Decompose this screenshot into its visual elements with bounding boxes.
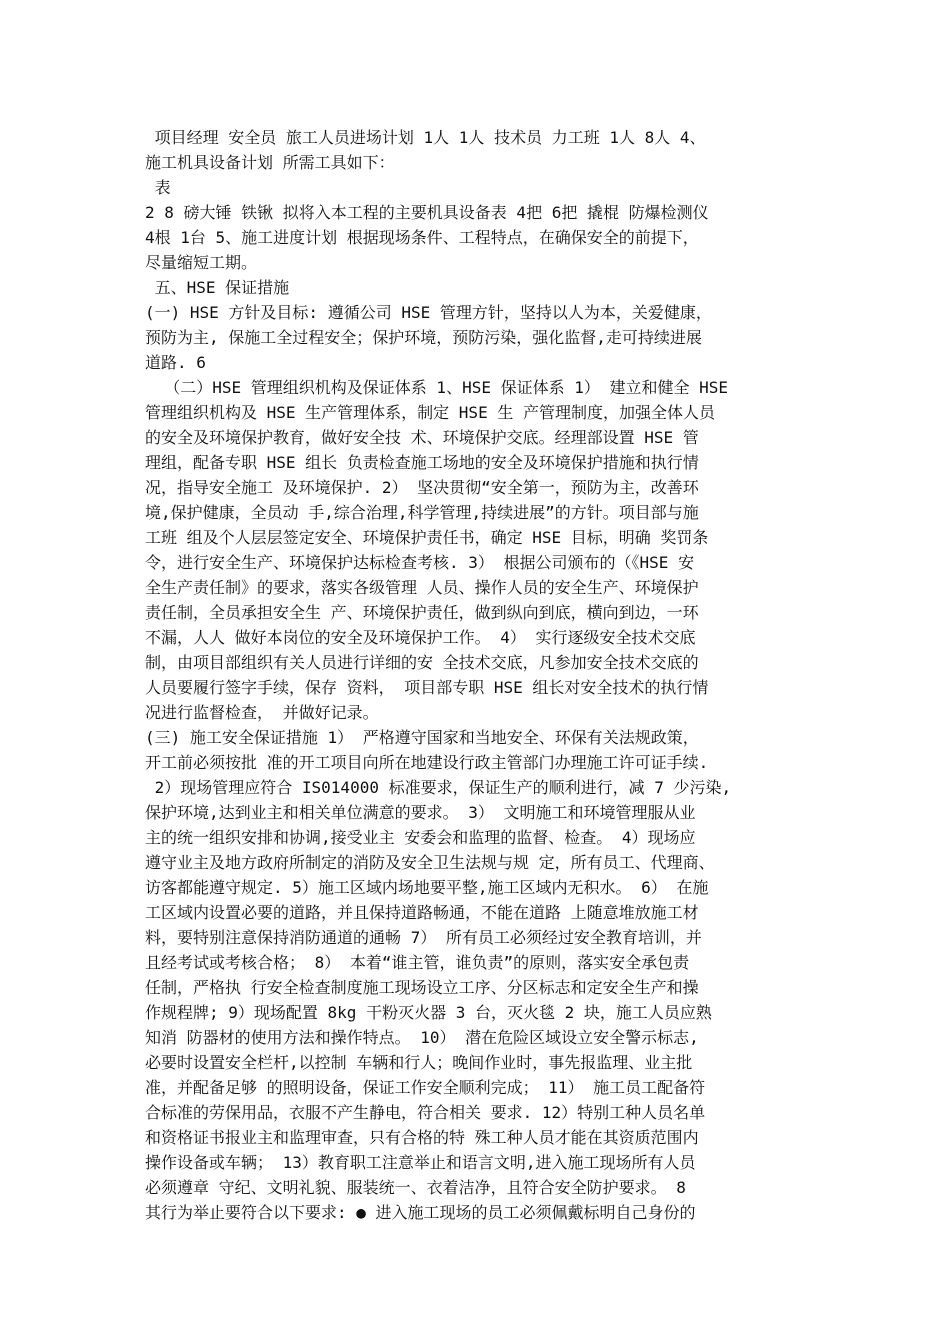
- text-line: 准，并配备足够 的照明设备，保证工作安全顺利完成； 11） 施工员工配备符: [145, 1078, 706, 1097]
- text-line: 其行为举止要符合以下要求: ● 进入施工现场的员工必须佩戴标明自己身份的: [145, 1203, 696, 1222]
- text-line: 责任制，全员承担安全生 产、环境保护责任，做到纵向到底，横向到边，一环: [145, 603, 699, 622]
- text-line: 工区域内设置必要的道路，并且保持道路畅通，不能在道路 上随意堆放施工材: [145, 903, 699, 922]
- text-line: 访客都能遵守规定. 5）施工区域内场地要平整,施工区域内无积水。 6） 在施: [145, 878, 709, 897]
- text-line: 的安全及环境保护教育，做好安全技 术、环境保护交底。经理部设置 HSE 管: [145, 428, 699, 447]
- text-line: 操作设备或车辆； 13）教育职工注意举止和语言文明,进入施工现场所有人员: [145, 1153, 696, 1172]
- text-line: 合标准的劳保用品，衣服不产生静电，符合相关 要求. 12）特别工种人员名单: [145, 1103, 706, 1122]
- text-line: 2 8 磅大锤 铁锹 拟将入本工程的主要机具设备表 4把 6把 撬棍 防爆检测仪: [145, 203, 709, 222]
- text-line: 人员要履行签字手续，保存 资料， 项目部专职 HSE 组长对安全技术的执行情: [145, 678, 709, 697]
- text-line: 保护环境,达到业主和相关单位满意的要求。 3） 文明施工和环境管理服从业: [145, 803, 696, 822]
- text-line: (一) HSE 方针及目标: 遵循公司 HSE 管理方针，坚持以人为本，关爱健康，: [145, 303, 712, 322]
- text-line: 况，指导安全施工 及环境保护. 2） 坚决贯彻“安全第一，预防为主，改善环: [145, 478, 699, 497]
- text-line: 五、HSE 保证措施: [145, 278, 290, 297]
- text-line: (三) 施工安全保证措施 1） 严格遵守国家和当地安全、环保有关法规政策，: [145, 728, 699, 747]
- text-line: 4根 1台 5、施工进度计划 根据现场条件、工程特点，在确保安全的前提下，: [145, 228, 699, 247]
- text-line: 和资格证书报业主和监理审查，只有合格的特 殊工种人员才能在其资质范围内: [145, 1128, 699, 1147]
- text-line: 任制，严格执 行安全检查制度施工现场设立工序、分区标志和定安全生产和操: [145, 978, 699, 997]
- text-line: 2）现场管理应符合 IS014000 标准要求，保证生产的顺利进行，减 7 少污染,: [145, 778, 732, 797]
- text-line: 不漏，人人 做好本岗位的安全及环境保护工作。 4） 实行逐级安全技术交底: [145, 628, 696, 647]
- text-line: 作规程牌; 9）现场配置 8kg 干粉灭火器 3 台，灭火毯 2 块，施工人员应熟: [145, 1003, 712, 1022]
- document-body: [145, 125, 817, 1225]
- text-line: （二）HSE 管理组织机构及保证体系 1、HSE 保证体系 1） 建立和健全 HSE: [145, 378, 729, 397]
- text-line: 理组，配备专职 HSE 组长 负责检查施工场地的安全及环境保护措施和执行情: [145, 453, 699, 472]
- text-line: 且经考试或考核合格； 8） 本着“谁主管，谁负责”的原则，落实安全承包责: [145, 953, 690, 972]
- text-line: 道路. 6: [145, 353, 206, 372]
- text-line: 制，由项目部组织有关人员进行详细的安 全技术交底，凡参加安全技术交底的: [145, 653, 699, 672]
- text-line: 开工前必须按批 准的开工项目向所在地建设行政主管部门办理施工许可证手续.: [145, 753, 709, 772]
- text-line: 遵守业主及地方政府所制定的消防及安全卫生法规与规 定，所有员工、代理商、: [145, 853, 715, 872]
- text-line: 管理组织机构及 HSE 生产管理体系，制定 HSE 生 产管理制度，加强全体人员: [145, 403, 715, 422]
- text-line: 必要时设置安全栏杆,以控制 车辆和行人；晚间作业时，事先报监理、业主批: [145, 1053, 693, 1072]
- text-line: 工班 组及个人层层签定安全、环境保护责任书，确定 HSE 目标，明确 奖罚条: [145, 528, 709, 547]
- text-line: 预防为主, 保施工全过程安全；保护环境，预防污染，强化监督,走可持续进展: [145, 328, 702, 347]
- text-line: 尽量缩短工期。: [145, 253, 258, 272]
- text-line: 必须遵章 守纪、文明礼貌、服装统一、衣着洁净，且符合安全防护要求。 8: [145, 1178, 686, 1197]
- text-line: 表: [145, 178, 171, 197]
- text-line: 境,保护健康，全员动 手,综合治理,科学管理,持续进展”的方针。项目部与施: [145, 503, 699, 522]
- text-line: 知消 防器材的使用方法和操作特点。 10） 潜在危险区域设立安全警示标志,: [145, 1028, 699, 1047]
- text-line: 况进行监督检查， 并做好记录。: [145, 703, 379, 722]
- text-line: 施工机具设备计划 所需工具如下：: [145, 153, 395, 172]
- text-line: 令，进行安全生产、环境保护达标检查考核. 3） 根据公司颁布的（《HSE 安: [145, 553, 695, 572]
- text-line: 项目经理 安全员 旅工人员进场计划 1人 1人 技术员 力工班 1人 8人 4、: [145, 128, 706, 147]
- text-line: 料，要特别注意保持消防通道的通畅 7） 所有员工必须经过安全教育培训，并: [145, 928, 702, 947]
- text-line: 全生产责任制》的要求，落实各级管理 人员、操作人员的安全生产、环境保护: [145, 578, 699, 597]
- text-line: 主的统一组织安排和协调,接受业主 安委会和监理的监督、检查。 4）现场应: [145, 828, 696, 847]
